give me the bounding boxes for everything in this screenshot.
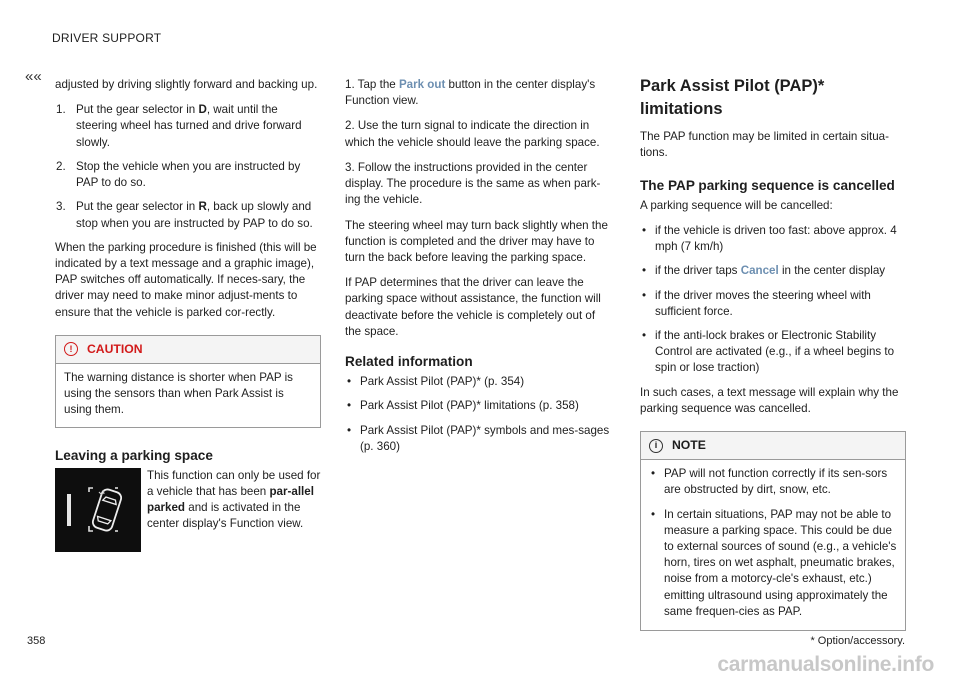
step-text: 1. Tap the Park out button in the center display's Function view. bbox=[345, 78, 596, 108]
back-arrows-icon[interactable]: «« bbox=[25, 68, 42, 85]
related-link[interactable]: • Park Assist Pilot (PAP)* limitations (p. 358) bbox=[347, 399, 579, 413]
caution-icon: ! bbox=[64, 342, 78, 356]
step-item bbox=[55, 159, 321, 191]
step-text: Put the gear selector in R, back up slowly and stop when you are instructed by PAP to do so. bbox=[76, 200, 313, 230]
page-title: Park Assist Pilot (PAP)* limitations bbox=[640, 77, 825, 119]
footnote: * Option/accessory. bbox=[810, 635, 905, 647]
cancel-heading: The PAP parking sequence is cancelled bbox=[640, 177, 895, 193]
step-number: 3. bbox=[56, 200, 66, 214]
leaving-section bbox=[55, 468, 321, 552]
steering-paragraph: The steering wheel may turn back slightly when the function is completed and the driver may have to turn the back before leaving the parking space. bbox=[345, 218, 608, 264]
step-text: 2. Use the turn signal to indicate the direction in which the vehicle should leave the parking space. bbox=[345, 119, 600, 149]
step-number: 2. bbox=[56, 159, 66, 173]
list-item: • if the anti-lock brakes or Electronic Stability Control are activated (e.g., if a wheel begins to spin or lose traction) bbox=[642, 328, 895, 375]
cancel-intro: A parking sequence will be cancelled: bbox=[640, 198, 833, 212]
park-out-car-icon bbox=[55, 468, 141, 552]
caution-box bbox=[55, 335, 321, 428]
step-number: 1. bbox=[56, 103, 66, 117]
step-item bbox=[55, 102, 321, 151]
column-right bbox=[640, 77, 906, 631]
list-item: • if the vehicle is driven too fast: above approx. 4 mph (7 km/h) bbox=[642, 223, 897, 254]
step-text: Put the gear selector in D, wait until the steering wheel has turned and drive forward slowly. bbox=[76, 103, 302, 149]
related-link[interactable]: • Park Assist Pilot (PAP)* symbols and mes-sages (p. 360) bbox=[347, 423, 610, 453]
step-text: 3. Follow the instructions provided in the center display. The procedure is the same as when park-ing the vehicle. bbox=[345, 160, 601, 207]
cases-paragraph: In such cases, a text message will explain why the parking sequence was cancelled. bbox=[640, 385, 899, 415]
caution-label: CAUTION bbox=[87, 341, 143, 356]
list-item: • if the driver taps Cancel in the center display bbox=[642, 264, 886, 278]
leaving-text: This function can only be used for a vehicle that has been par-allel parked and is activated in the center display's Function view. bbox=[147, 468, 321, 531]
section-header: DRIVER SUPPORT bbox=[52, 31, 162, 45]
deactivate-paragraph: If PAP determines that the driver can leave the parking space without assistance, the function will deactivate before the vehicle is completely out of the space. bbox=[345, 276, 601, 338]
leaving-heading: Leaving a parking space bbox=[55, 447, 213, 463]
list-item: • if the driver moves the steering wheel with sufficient force. bbox=[642, 288, 871, 318]
column-left bbox=[55, 77, 321, 552]
note-box bbox=[640, 431, 906, 631]
watermark: carmanualsonline.info bbox=[717, 653, 934, 676]
related-heading: Related information bbox=[345, 354, 473, 370]
column-middle bbox=[345, 77, 613, 463]
caution-text: The warning distance is shorter when PAP is using the sensors than when Park Assist is using them. bbox=[64, 370, 293, 417]
info-icon: i bbox=[649, 439, 663, 453]
finish-paragraph: When the parking procedure is finished (this will be indicated by a text message and a graphic image), PAP switches off automatically. If neces-sary, the driver may need to make minor adjust-ments to ensure that the vehicle is parked cor-rectly. bbox=[55, 240, 317, 319]
note-label: NOTE bbox=[672, 438, 706, 453]
note-item: • In certain situations, PAP may not be able to measure a parking space. This could be due to external sources of sound (e.g., a vehicle's horn, tires on wet asphalt, pneumatic brakes, noise from a motorcy-cle's exhaust, etc.) emitting ultrasound using approximately the same frequen-cies as PAP. bbox=[651, 507, 897, 618]
step-text: Stop the vehicle when you are instructed by PAP to do so. bbox=[76, 159, 301, 190]
step-item bbox=[55, 199, 321, 231]
intro-text: The PAP function may be limited in certain situa-tions. bbox=[640, 130, 889, 160]
note-item: • PAP will not function correctly if its sen-sors are obstructed by dirt, snow, etc. bbox=[651, 467, 888, 497]
page-number: 358 bbox=[27, 635, 46, 647]
intro-text: adjusted by driving slightly forward and backing up. bbox=[55, 78, 318, 91]
related-link[interactable]: • Park Assist Pilot (PAP)* (p. 354) bbox=[347, 375, 525, 389]
